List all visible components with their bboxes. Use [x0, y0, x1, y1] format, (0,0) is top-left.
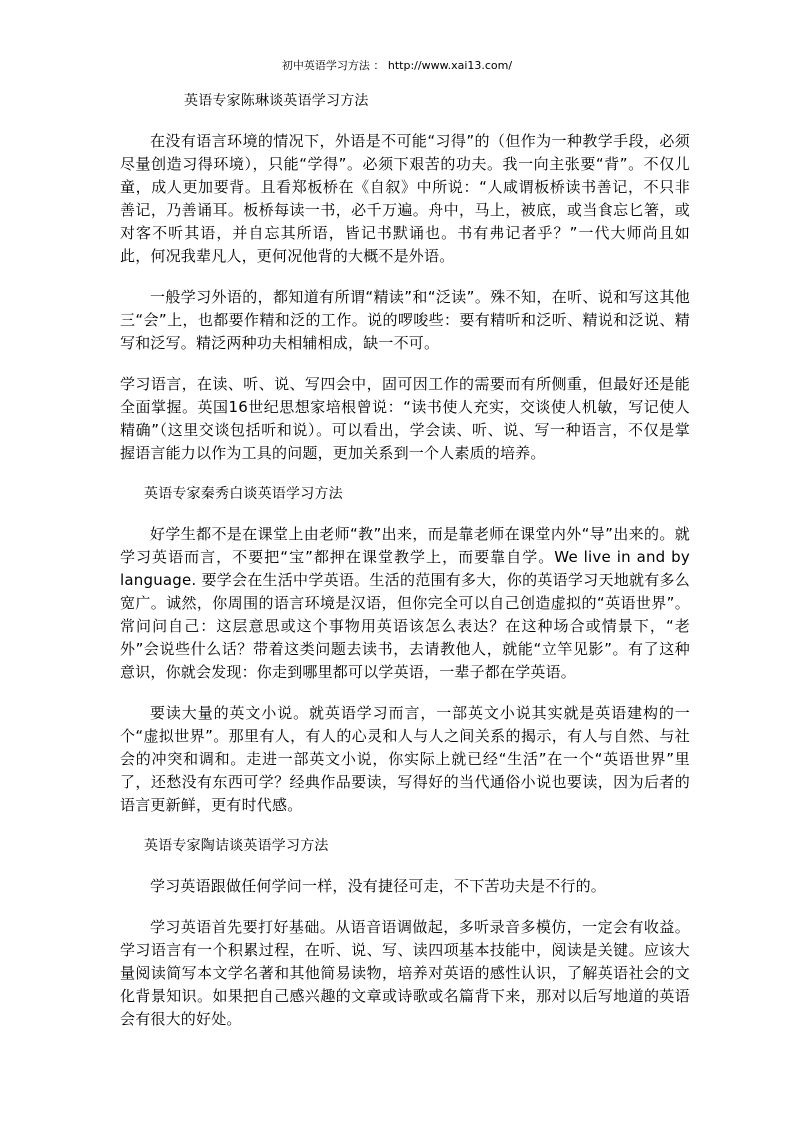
paragraph: 一般学习外语的，都知道有所谓“精读”和“泛读”。殊不知，在听、说和写这其他三“会”上，也都要作精和泛的工作。说的啰唆些：要有精听和泛听、精说和泛说、精写和泛写。精泛两种功夫相辅相成，缺一不可。 — [120, 288, 690, 352]
page-header: 初中英语学习方法 ： http://www.xai13.com/ — [281, 59, 513, 72]
paragraph: 学习语言，在读、听、说、写四会中，固可因工作的需要而有所侧重，但最好还是能全面掌握。英国16世纪思想家培根曾说：“读书使人充实，交谈使人机敏，写记使人精确”（这里交谈包括听和说）。可以看出，学会读、听、说、写一种语言，不仅是掌握语言能力以作为工具的问题，更加关系到一个人素质的培养。 — [120, 375, 690, 462]
section-title-qin-xiubai: 英语专家秦秀白谈英语学习方法 — [144, 486, 343, 502]
paragraph: 学习英语首先要打好基础。从语音语调做起，多听录音多模仿，一定会有收益。学习语言有一个积累过程，在听、说、写、读四项基本技能中，阅读是关键。应该大量阅读简写本文学名著和其他简易读物，培养对英语的感性认识，了解英语社会的文化背景知识。如果把自己感兴趣的文章或诗歌或名篇背下来，那对以后写地道的英语会有很大的好处。 — [120, 918, 690, 1028]
section-title-tao-jie: 英语专家陶诘谈英语学习方法 — [144, 838, 329, 854]
paragraph: 学习英语跟做任何学问一样，没有捷径可走，不下苦功夫是不行的。 — [150, 877, 607, 895]
document-body — [120, 90, 690, 1049]
paragraph: 要读大量的英文小说。就英语学习而言，一部英文小说其实就是英语建构的一个“虚拟世界”。那里有人，有人的心灵和人与人之间关系的揭示，有人与自然、与社会的冲突和调和。走进一部英文小说，你实际上就已经“生活”在一个“英语世界”里了，还愁没有东西可学？经典作品要读，写得好的当代通俗小说也要读，因为后者的语言更新鲜，更有时代感。 — [120, 704, 690, 814]
paragraph: 好学生都不是在课堂上由老师“教”出来，而是靠老师在课堂内外“导”出来的。就学习英语而言，不要把“宝”都押在课堂教学上，而要靠自学。We live in and by language. 要学会在生活中学英语。生活的范围有多大，你的英语学习天地就有多么宽广。诚然，你周围的语言环境是汉语，但你完全可以自己创造虚拟的“英语世界”。常问问自己：这层意思或这个事物用英语该怎么表达？在这种场合或情景下，“老外”会说些什么话？带着这类问题去读书，去请教他人，就能“立竿见影”。有了这种意识，你就会发现：你走到哪里都可以学英语，一辈子都在学英语。 — [120, 525, 690, 681]
section-title-chen-lin: 英语专家陈琳谈英语学习方法 — [184, 93, 369, 109]
paragraph: 在没有语言环境的情况下，外语是不可能“习得”的（但作为一种教学手段，必须尽量创造习得环境），只能“学得”。必须下艰苦的功夫。我一向主张要“背”。不仅儿童，成人更加要背。且看郑板桥在《自叙》中所说：“人咸谓板桥读书善记，不只非善记，乃善诵耳。板桥每读一书，必千万遍。舟中，马上，被底，或当食忘匕箸，或对客不听其语，并自忘其所语，皆记书默诵也。书有弗记者乎？”一代大师尚且如此，何况我辈凡人，更何况他背的大概不是外语。 — [120, 132, 690, 265]
